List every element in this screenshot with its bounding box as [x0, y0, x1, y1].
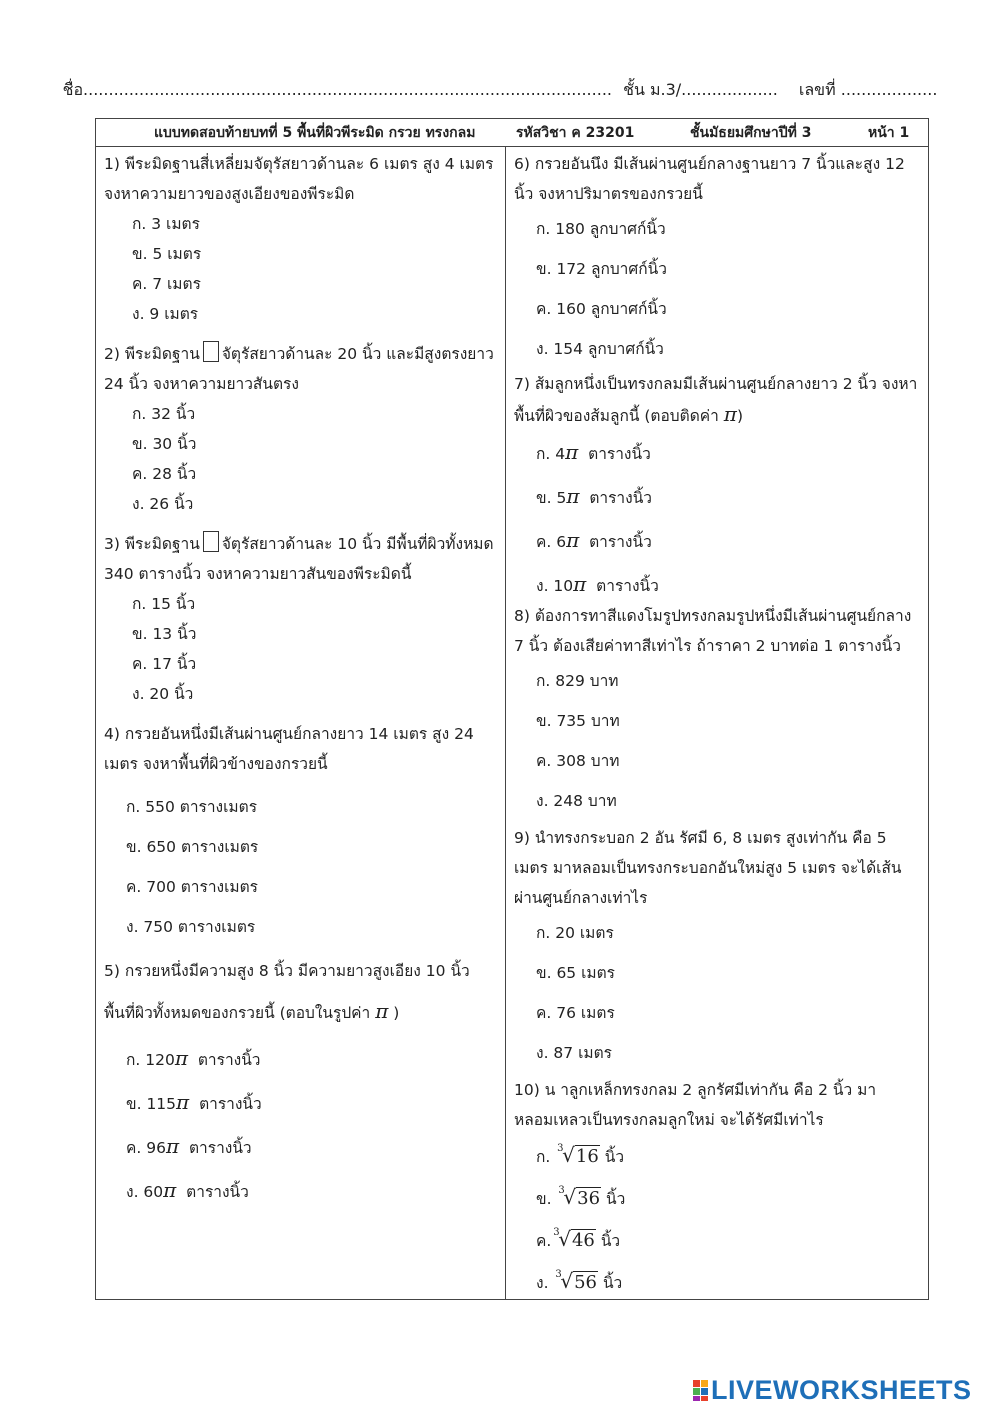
option-b[interactable]: ข. 30 นิ้ว [132, 435, 197, 453]
question-text: 9) นำทรงกระบอก 2 อัน รัศมี 6, 8 เมตร สูงเท่ากัน คือ 5 เมตร มาหลอมเป็นทรงกระบอกอันใหม่สูง 5 เมตร จะได้เส้นผ่านศูนย์กลางเท่าไร [514, 829, 902, 907]
question-6 [514, 149, 920, 369]
option-d[interactable]: ง. 9 เมตร [132, 305, 199, 323]
square-base-icon [203, 531, 219, 552]
option-d[interactable]: ง. 750 ตารางเมตร [126, 918, 256, 936]
option-b[interactable]: ข. 5π ตารางนิ้ว [536, 484, 652, 508]
test-title-row [96, 119, 928, 147]
cube-root-icon: 3 √16 [557, 1143, 599, 1167]
grade-level: ชั้นมัธยมศึกษาปีที่ 3 [690, 125, 812, 141]
option-c[interactable]: ค. 96π ตารางนิ้ว [126, 1134, 252, 1158]
option-b[interactable]: ข. 115π ตารางนิ้ว [126, 1090, 262, 1114]
subject-code: รหัสวิชา ค 23201 [516, 125, 635, 141]
option-c[interactable]: ค. 160 ลูกบาศก์นิ้ว [536, 300, 667, 318]
option-a[interactable]: ก. 180 ลูกบาศก์นิ้ว [536, 220, 666, 238]
student-info-line [0, 78, 1000, 103]
question-text: 10) น าลูกเหล็กทรงกลม 2 ลูกรัศมีเท่ากัน คือ 2 นิ้ว มาหลอมเหลวเป็นทรงกลมลูกใหม่ จะได้รัศมีเท่าไร [514, 1081, 877, 1129]
option-a[interactable]: ก. 32 นิ้ว [132, 405, 196, 423]
option-b[interactable]: ข. 13 นิ้ว [132, 625, 197, 643]
question-text: 5) กรวยหนึ่งมีความสูง 8 นิ้ว มีความยาวสูงเอียง 10 นิ้ว พื้นที่ผิวทั้งหมดของกรวยนี้ (ตอบในรูปค่า π ) [104, 962, 470, 1023]
question-10 [514, 1075, 920, 1303]
question-1 [104, 149, 500, 329]
option-c[interactable]: ค. 28 นิ้ว [132, 465, 197, 483]
option-a[interactable]: ก. 20 เมตร [536, 924, 614, 942]
option-d[interactable]: ง. 248 บาท [536, 792, 617, 810]
page-number: หน้า 1 [868, 125, 910, 141]
option-d[interactable]: ง. 154 ลูกบาศก์นิ้ว [536, 340, 664, 358]
option-d[interactable]: ง. 60π ตารางนิ้ว [126, 1178, 249, 1202]
option-c[interactable]: ค. 17 นิ้ว [132, 655, 197, 673]
option-c[interactable]: ค. 76 เมตร [536, 1004, 615, 1022]
name-label: ชื่อ [62, 80, 84, 99]
option-b[interactable]: ข. 735 บาท [536, 712, 620, 730]
question-text: 3) พีระมิดฐาน จัตุรัสยาวด้านละ 10 นิ้ว มีพื้นที่ผิวทั้งหมด 340 ตารางนิ้ว จงหาความยาวสันของพีระมิดนี้ [104, 529, 500, 589]
question-7 [514, 369, 920, 607]
option-d[interactable]: ง. 3 √56 นิ้ว [536, 1261, 920, 1303]
cube-root-icon: 3 √46 [553, 1227, 595, 1251]
logo-text: LIVEWORKSHEETS [711, 1375, 972, 1405]
option-c[interactable]: ค. 7 เมตร [132, 275, 201, 293]
option-b[interactable]: ข. 172 ลูกบาศก์นิ้ว [536, 260, 667, 278]
question-3 [104, 529, 500, 709]
option-c[interactable]: ค. 700 ตารางเมตร [126, 878, 259, 896]
option-c[interactable]: ค. 6π ตารางนิ้ว [536, 528, 652, 552]
question-9 [514, 823, 920, 1073]
option-c[interactable]: ค. 308 บาท [536, 752, 620, 770]
option-d[interactable]: ง. 26 นิ้ว [132, 495, 194, 513]
option-c[interactable]: ค. 3 √46 นิ้ว [536, 1219, 920, 1261]
question-text: 2) พีระมิดฐาน จัตุรัสยาวด้านละ 20 นิ้ว และมีสูงตรงยาว 24 นิ้ว จงหาความยาวสันตรง [104, 339, 500, 399]
option-a[interactable]: ก. 3 เมตร [132, 215, 200, 233]
question-text: 8) ต้องการทาสีแดงโมรูปทรงกลมรูปหนึ่งมีเส้นผ่านศูนย์กลาง 7 นิ้ว ต้องเสียค่าทาสีเท่าไร ถ้าราคา 2 บาทต่อ 1 ตารางนิ้ว [514, 607, 912, 655]
column-divider [505, 147, 506, 1299]
logo-mark-icon [693, 1380, 711, 1402]
number-field[interactable]: ................... [840, 80, 938, 99]
test-frame [95, 118, 929, 1300]
option-b[interactable]: ข. 65 เมตร [536, 964, 616, 982]
option-a[interactable]: ก. 120π ตารางนิ้ว [126, 1046, 261, 1070]
pi-symbol: π [723, 402, 737, 426]
number-label: เลขที่ [798, 80, 836, 99]
question-text: 1) พีระมิดฐานสี่เหลี่ยมจัตุรัสยาวด้านละ 6 เมตร สูง 4 เมตร จงหาความยาวของสูงเอียงของพีระมิด [104, 155, 494, 203]
option-b[interactable]: ข. 3 √36 นิ้ว [536, 1177, 920, 1219]
cube-root-icon: 3 √56 [555, 1269, 598, 1293]
option-a[interactable]: ก. 15 นิ้ว [132, 595, 196, 613]
class-field[interactable]: ................... [681, 80, 778, 99]
question-text: 4) กรวยอันหนึ่งมีเส้นผ่านศูนย์กลางยาว 14 เมตร สูง 24 เมตร จงหาพื้นที่ผิวข้างของกรวยนี้ [104, 725, 474, 773]
question-8 [514, 601, 920, 821]
question-5 [104, 951, 500, 1213]
test-name: แบบทดสอบท้ายบทที่ 5 พื้นที่ผิวพีระมิด กรวย ทรงกลม [154, 125, 476, 141]
option-a[interactable]: ก. 829 บาท [536, 672, 619, 690]
cube-root-icon: 3 √36 [558, 1185, 601, 1209]
square-base-icon [203, 341, 219, 362]
question-2 [104, 339, 500, 519]
name-field[interactable]: ........................................................................................................ [83, 80, 612, 99]
question-text: 7) ส้มลูกหนึ่งเป็นทรงกลมมีเส้นผ่านศูนย์กลางยาว 2 นิ้ว จงหาพื้นที่ผิวของส้มลูกนี้ (ตอบติดค่า π) [514, 375, 918, 426]
class-label: ชั้น ม.3/ [623, 80, 682, 99]
question-4 [104, 719, 500, 947]
liveworksheets-logo [693, 1375, 972, 1405]
option-d[interactable]: ง. 20 นิ้ว [132, 685, 194, 703]
option-b[interactable]: ข. 5 เมตร [132, 245, 202, 263]
question-text: 6) กรวยอันนึง มีเส้นผ่านศูนย์กลางฐานยาว 7 นิ้วและสูง 12 นิ้ว จงหาปริมาตรของกรวยนี้ [514, 155, 905, 203]
option-a[interactable]: ก. 550 ตารางเมตร [126, 798, 258, 816]
option-a[interactable]: ก. 3 √16 นิ้ว [536, 1135, 920, 1177]
option-a[interactable]: ก. 4π ตารางนิ้ว [536, 440, 651, 464]
option-d[interactable]: ง. 10π ตารางนิ้ว [536, 572, 659, 596]
option-d[interactable]: ง. 87 เมตร [536, 1044, 612, 1062]
pi-symbol: π [375, 999, 389, 1023]
option-b[interactable]: ข. 650 ตารางเมตร [126, 838, 259, 856]
